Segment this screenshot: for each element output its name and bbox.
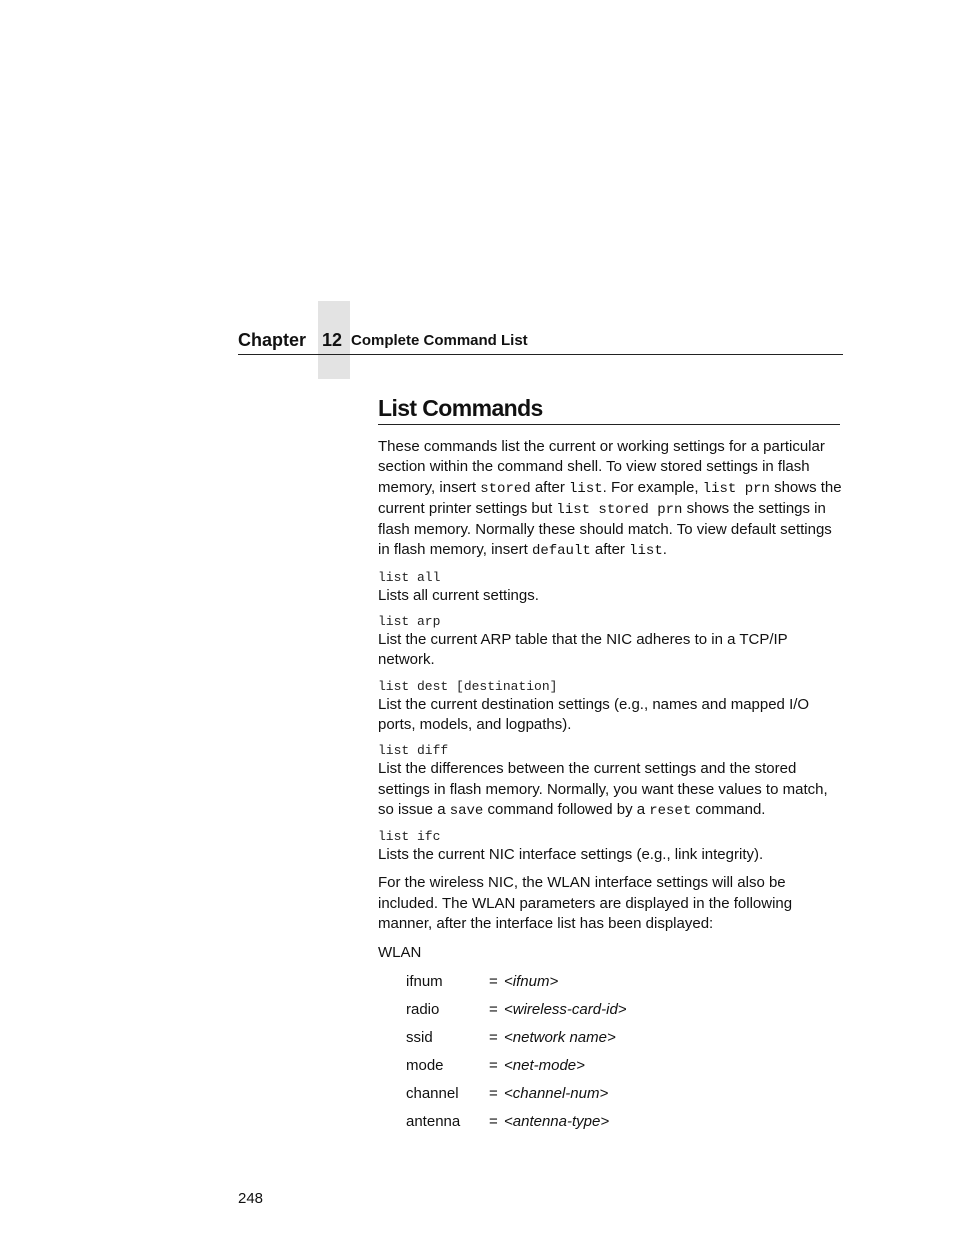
param-equals: = <box>489 1000 498 1018</box>
command-description: List the current ARP table that the NIC adheres to in a TCP/IP network. <box>378 631 788 669</box>
inline-code: list stored prn <box>556 501 683 518</box>
intro-text: . For example, <box>602 478 703 496</box>
param-name: mode <box>406 1056 444 1074</box>
chapter-number: 12 <box>322 330 343 350</box>
intro-text: These commands list the current or working settings for a particular section within the command shell. To view stored settings in flash memory, insert <box>378 438 825 496</box>
param-value: <network name> <box>504 1028 616 1046</box>
wlan-parameter-row <box>406 1000 842 1028</box>
section-divider <box>378 424 840 425</box>
intro-text: . <box>662 541 667 559</box>
param-value: <ifnum> <box>504 972 559 990</box>
description-text: command followed by a <box>483 800 650 818</box>
wlan-parameter-row <box>406 1112 842 1140</box>
section-title: List Commands <box>378 395 543 421</box>
page-content <box>378 437 842 1140</box>
wlan-parameter-row <box>406 1084 842 1112</box>
command-description: Lists the current NIC interface settings (e.g., link integrity). <box>378 846 764 864</box>
command-description: List the current destination settings (e.g., names and mapped I/O ports, models, and logpaths). <box>378 695 810 733</box>
param-name: channel <box>406 1084 459 1102</box>
param-name: radio <box>406 1000 440 1018</box>
header-divider <box>238 354 843 355</box>
inline-code: list <box>569 480 603 497</box>
param-value: <antenna-type> <box>504 1112 610 1130</box>
param-equals: = <box>489 1028 498 1046</box>
description-text: List the differences between the current settings and the stored settings in flash memory. Normally, you want these values to match, so issue a <box>378 760 828 818</box>
param-name: ifnum <box>406 972 443 990</box>
command-syntax: list dest [destination] <box>378 678 558 694</box>
inline-code: list <box>629 543 663 560</box>
description-text: command. <box>691 800 766 818</box>
wireless-note: For the wireless NIC, the WLAN interface settings will also be included. The WLAN parameters are displayed in the following manner, after the interface list has been displayed: <box>378 874 793 933</box>
intro-text: shows the current printer settings but <box>378 478 842 517</box>
chapter-label: Chapter <box>238 330 307 350</box>
chapter-title: Complete Command List <box>351 332 528 349</box>
param-name: antenna <box>406 1112 461 1130</box>
inline-code: reset <box>649 802 692 819</box>
wlan-parameter-row <box>406 1056 842 1084</box>
command-syntax: list all <box>378 569 441 585</box>
intro-text: after <box>530 478 570 496</box>
wlan-parameter-row <box>406 1028 842 1056</box>
param-equals: = <box>489 1084 498 1102</box>
command-syntax: list ifc <box>378 829 441 845</box>
param-name: ssid <box>406 1028 433 1046</box>
param-value: <channel-num> <box>504 1084 609 1102</box>
param-equals: = <box>489 1112 498 1130</box>
param-value: <wireless-card-id> <box>504 1000 627 1018</box>
command-syntax: list diff <box>378 743 449 759</box>
page-number: 248 <box>238 1190 264 1207</box>
param-value: <net-mode> <box>504 1056 585 1074</box>
inline-code: default <box>531 543 591 560</box>
param-equals: = <box>489 1056 498 1074</box>
inline-code: stored <box>480 480 531 497</box>
intro-paragraph <box>378 437 842 562</box>
command-description <box>378 759 842 821</box>
command-description: Lists all current settings. <box>378 586 539 604</box>
inline-code: save <box>449 802 484 819</box>
intro-text: shows the settings in flash memory. Normally these should match. To view default settings in flash memory, insert <box>378 499 832 559</box>
param-equals: = <box>489 972 498 990</box>
intro-text: after <box>590 541 630 559</box>
command-syntax: list arp <box>378 614 441 630</box>
wlan-heading: WLAN <box>378 944 422 962</box>
wlan-parameter-row <box>406 972 842 1000</box>
wlan-parameter-list <box>406 972 842 1140</box>
inline-code: list prn <box>702 480 770 497</box>
